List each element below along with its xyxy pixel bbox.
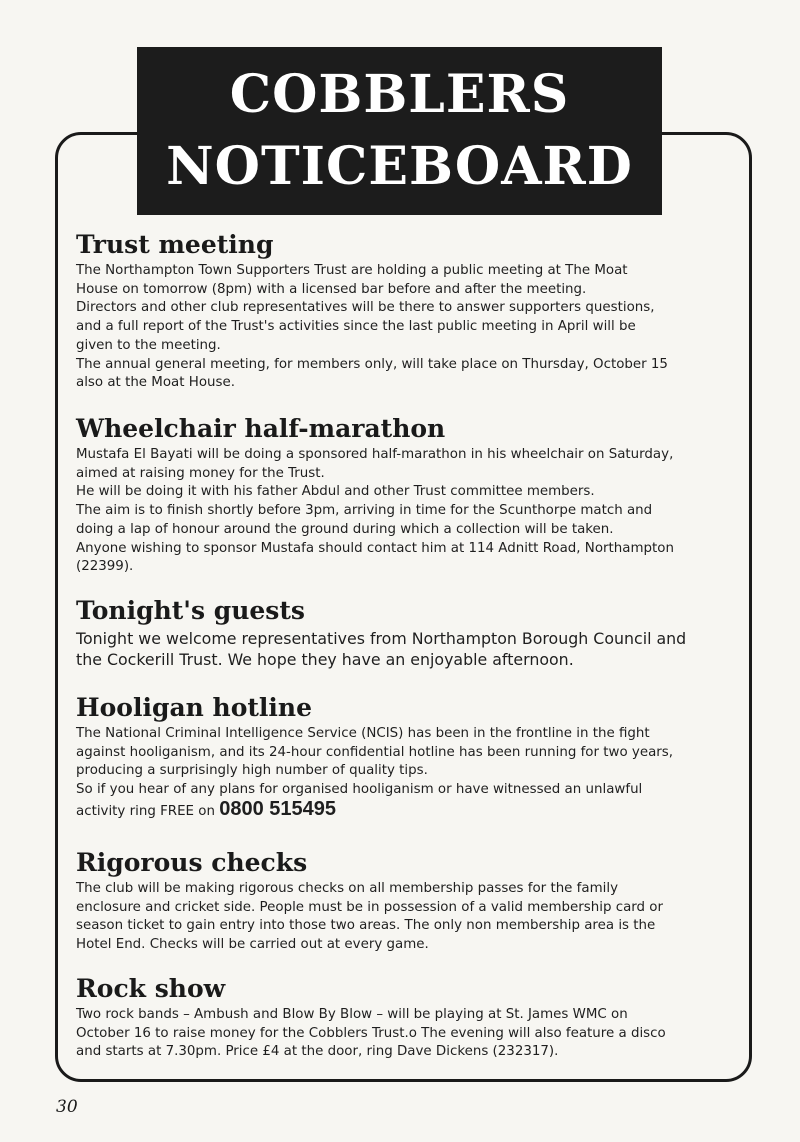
hotline-phone-number: 0800 515495 (219, 797, 337, 820)
notice-text: The club will be making rigorous checks on all membership passes for the family enclosure and cricket side. People must be in possession of a valid membership card or season ticket to gain entry into those two areas. The only non membership area is the Hotel End. Checks will be carried out at every game. (76, 881, 664, 953)
title-line-1: COBBLERS (229, 64, 570, 125)
notice-heading: Rock show (76, 974, 226, 1003)
notice-rigorous-checks (76, 846, 663, 955)
notice-text: Two rock bands – Ambush and Blow By Blow – will be playing at St. James WMC on October 16 to raise money for the Cobblers Trust.o The evening will also feature a disco and starts at 7.30pm. Price £4 at the door, ring Dave Dickens (232317). (76, 1007, 666, 1060)
notice-text: Mustafa El Bayati will be doing a sponsored half-marathon in his wheelchair on Saturday, aimed at raising money for the Trust. He will be doing it with his father Abdul and other Trust committee members. The aim is to finish shortly before 3pm, arriving in time for the Scunthorpe match and doing a lap of honour around the ground during which a collection will be taken. Anyone wishing to sponsor Mustafa should contact him at 114 Adnitt Road, Northampton (22399). (76, 447, 674, 575)
notice-hooligan-hotline (76, 691, 673, 822)
notice-heading: Trust meeting (76, 230, 274, 259)
noticeboard-title-banner (137, 47, 662, 215)
notice-trust-meeting (76, 228, 668, 393)
notice-text: Tonight we welcome representatives from Northampton Borough Council and the Cockerill Trust. We hope they have an enjoyable afternoon. (76, 629, 687, 669)
notice-text: The National Criminal Intelligence Service (NCIS) has been in the frontline in the fight against hooliganism, and its 24-hour confidential hotline has been running for two years, producing a surprisingly high number of quality tips. So if you hear of any plans for organised hooliganism or have witnessed an unlawful activity ring FREE on 0800 515495 (76, 726, 674, 820)
notice-heading: Rigorous checks (76, 848, 308, 877)
notice-heading: Tonight's guests (76, 596, 305, 625)
notice-rock-show (76, 972, 666, 1062)
notice-tonights-guests (76, 594, 686, 670)
notice-wheelchair-half-marathon (76, 412, 674, 577)
page-number: 30 (56, 1097, 78, 1117)
notice-text: The Northampton Town Supporters Trust are holding a public meeting at The Moat House on tomorrow (8pm) with a licensed bar before and after the meeting. Directors and other club representatives will be there to answer supporters questions, and a full report of the Trust's activities since the last public meeting in April will be given to the meeting. The annual general meeting, for members only, will take place on Thursday, October 15 also at the Moat House. (76, 263, 668, 391)
notice-heading: Hooligan hotline (76, 693, 312, 722)
title-line-2: NOTICEBOARD (166, 136, 633, 197)
notice-heading: Wheelchair half-marathon (76, 414, 446, 443)
